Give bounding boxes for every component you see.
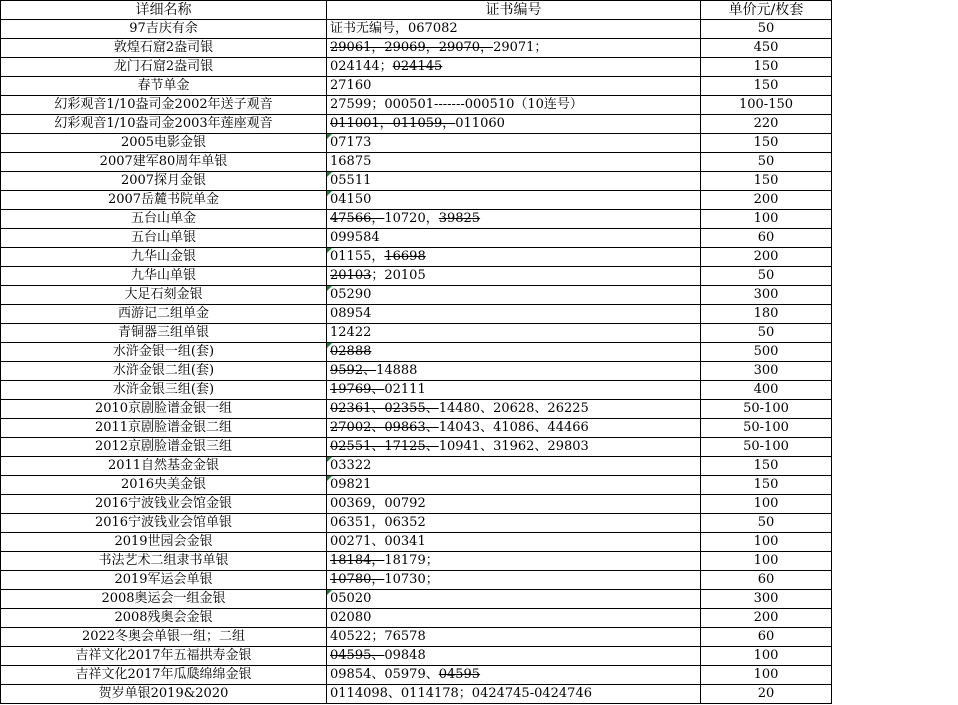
cert-number: 09821 bbox=[330, 477, 372, 492]
cert-cell[interactable] bbox=[327, 39, 701, 58]
name-cell[interactable]: 春节单金 bbox=[1, 77, 327, 96]
table-row bbox=[1, 552, 832, 571]
cert-cell[interactable] bbox=[327, 324, 701, 343]
name-cell[interactable]: 吉祥文化2017年瓜瓞绵绵金银 bbox=[1, 666, 327, 685]
name-cell[interactable]: 2005电影金银 bbox=[1, 134, 327, 153]
name-cell[interactable]: 水浒金银三组(套) bbox=[1, 381, 327, 400]
table-row bbox=[1, 438, 832, 457]
name-cell[interactable]: 西游记二组单金 bbox=[1, 305, 327, 324]
cert-cell[interactable] bbox=[327, 77, 701, 96]
price-cell[interactable]: 60 bbox=[701, 229, 832, 248]
table-row bbox=[1, 533, 832, 552]
table-row bbox=[1, 134, 832, 153]
price-cell[interactable]: 100-150 bbox=[701, 96, 832, 115]
price-cell[interactable]: 50 bbox=[701, 20, 832, 39]
cert-cell[interactable] bbox=[327, 419, 701, 438]
cert-number: 03322 bbox=[330, 458, 372, 473]
struck-cert-number: 27002、09863、 bbox=[330, 420, 439, 435]
name-cell[interactable]: 2022冬奥会单银一组；二组 bbox=[1, 628, 327, 647]
price-cell[interactable]: 20 bbox=[701, 685, 832, 704]
price-cell[interactable]: 50 bbox=[701, 324, 832, 343]
cert-cell[interactable] bbox=[327, 400, 701, 419]
cert-number: ；20105 bbox=[371, 268, 426, 283]
table-row bbox=[1, 628, 832, 647]
name-cell[interactable]: 九华山单银 bbox=[1, 267, 327, 286]
cert-cell[interactable] bbox=[327, 115, 701, 134]
cert-number: 04150 bbox=[330, 192, 372, 207]
price-cell[interactable]: 50-100 bbox=[701, 438, 832, 457]
cert-cell[interactable] bbox=[327, 362, 701, 381]
name-cell[interactable]: 龙门石窟2盎司银 bbox=[1, 58, 327, 77]
price-cell[interactable]: 200 bbox=[701, 191, 832, 210]
cert-number: 10720， bbox=[384, 211, 439, 226]
cert-cell[interactable] bbox=[327, 58, 701, 77]
price-cell[interactable]: 150 bbox=[701, 134, 832, 153]
table-row bbox=[1, 362, 832, 381]
struck-cert-number: 02888 bbox=[330, 344, 372, 359]
table-row bbox=[1, 153, 832, 172]
cert-number: 10941、31962、29803 bbox=[438, 439, 589, 454]
cert-cell[interactable] bbox=[327, 191, 701, 210]
table-row bbox=[1, 229, 832, 248]
price-cell[interactable]: 50 bbox=[701, 267, 832, 286]
cert-cell[interactable] bbox=[327, 628, 701, 647]
cert-number: 08954 bbox=[330, 306, 372, 321]
cert-cell[interactable] bbox=[327, 248, 701, 267]
price-cell[interactable]: 300 bbox=[701, 590, 832, 609]
cert-number: 29071； bbox=[493, 40, 548, 55]
name-cell[interactable]: 水浒金银一组(套) bbox=[1, 343, 327, 362]
struck-cert-number: 10780， bbox=[330, 572, 385, 587]
struck-cert-number: 9592、 bbox=[330, 363, 377, 378]
name-cell[interactable]: 水浒金银二组(套) bbox=[1, 362, 327, 381]
price-cell[interactable]: 100 bbox=[701, 552, 832, 571]
table-row bbox=[1, 286, 832, 305]
cert-number: 40522；76578 bbox=[330, 629, 426, 644]
cert-number: 099584 bbox=[330, 230, 380, 245]
name-cell[interactable]: 九华山金银 bbox=[1, 248, 327, 267]
name-cell[interactable]: 2016宁波钱业会馆单银 bbox=[1, 514, 327, 533]
header-price-cell[interactable]: 单价元/枚套 bbox=[701, 1, 832, 20]
price-cell[interactable]: 200 bbox=[701, 248, 832, 267]
table-row bbox=[1, 457, 832, 476]
table-row bbox=[1, 39, 832, 58]
struck-cert-number: 16698 bbox=[384, 249, 426, 264]
cert-cell[interactable] bbox=[327, 210, 701, 229]
name-cell[interactable]: 贺岁单银2019&2020 bbox=[1, 685, 327, 704]
cert-number: 27599；000501-------000510（10连号） bbox=[330, 97, 583, 112]
table-row bbox=[1, 514, 832, 533]
price-cell[interactable]: 50-100 bbox=[701, 419, 832, 438]
cert-number: 02080 bbox=[330, 610, 372, 625]
name-cell[interactable]: 2007探月金银 bbox=[1, 172, 327, 191]
table-row bbox=[1, 305, 832, 324]
struck-cert-number: 39825 bbox=[438, 211, 481, 226]
cert-number: 024144； bbox=[330, 59, 393, 74]
price-cell[interactable]: 50 bbox=[701, 153, 832, 172]
cert-cell[interactable] bbox=[327, 476, 701, 495]
cert-cell[interactable] bbox=[327, 267, 701, 286]
name-cell[interactable]: 2012京剧脸谱金银三组 bbox=[1, 438, 327, 457]
cert-number: 00271、00341 bbox=[330, 534, 426, 549]
cert-cell[interactable] bbox=[327, 514, 701, 533]
price-cell[interactable]: 50-100 bbox=[701, 400, 832, 419]
cert-cell[interactable] bbox=[327, 457, 701, 476]
cert-number: 18179； bbox=[384, 553, 439, 568]
cert-number: 12422 bbox=[330, 325, 372, 340]
table-row bbox=[1, 20, 832, 39]
cert-cell[interactable] bbox=[327, 381, 701, 400]
struck-cert-number: 011001，011059， bbox=[330, 116, 456, 131]
table-row bbox=[1, 381, 832, 400]
cert-number: 00369，00792 bbox=[330, 496, 426, 511]
cert-number: 011060 bbox=[455, 116, 505, 131]
cert-cell[interactable] bbox=[327, 229, 701, 248]
cert-cell[interactable] bbox=[327, 552, 701, 571]
cert-number: 02111 bbox=[384, 382, 426, 397]
cert-cell[interactable] bbox=[327, 153, 701, 172]
cert-cell[interactable] bbox=[327, 286, 701, 305]
price-cell[interactable]: 150 bbox=[701, 172, 832, 191]
price-cell[interactable]: 200 bbox=[701, 609, 832, 628]
struck-cert-number: 47566， bbox=[330, 211, 385, 226]
name-cell[interactable]: 2011京剧脸谱金银二组 bbox=[1, 419, 327, 438]
cert-number: 05290 bbox=[330, 287, 372, 302]
cert-cell[interactable] bbox=[327, 590, 701, 609]
cert-cell[interactable] bbox=[327, 571, 701, 590]
table-row bbox=[1, 324, 832, 343]
cert-cell[interactable] bbox=[327, 438, 701, 457]
cert-number: 27160 bbox=[330, 78, 372, 93]
name-cell[interactable]: 2008奥运会一组金银 bbox=[1, 590, 327, 609]
name-cell[interactable]: 2016宁波钱业会馆金银 bbox=[1, 495, 327, 514]
name-cell[interactable]: 2010京剧脸谱金银一组 bbox=[1, 400, 327, 419]
table-row bbox=[1, 248, 832, 267]
struck-cert-number: 04595 bbox=[438, 667, 481, 682]
struck-cert-number: 18184， bbox=[330, 553, 385, 568]
name-cell[interactable]: 青铜器三组单银 bbox=[1, 324, 327, 343]
price-cell[interactable]: 150 bbox=[701, 476, 832, 495]
cert-cell[interactable] bbox=[327, 609, 701, 628]
struck-cert-number: 04595、 bbox=[330, 648, 385, 663]
table-row bbox=[1, 590, 832, 609]
cert-number: 07173 bbox=[330, 135, 372, 150]
price-cell[interactable]: 100 bbox=[701, 647, 832, 666]
table-row bbox=[1, 666, 832, 685]
cert-number: 10730； bbox=[384, 572, 439, 587]
name-cell[interactable]: 大足石刻金银 bbox=[1, 286, 327, 305]
struck-cert-number: 29061，29069，29070， bbox=[330, 40, 494, 55]
header-row bbox=[1, 1, 832, 20]
table-row bbox=[1, 609, 832, 628]
price-cell[interactable]: 100 bbox=[701, 210, 832, 229]
price-cell[interactable]: 150 bbox=[701, 457, 832, 476]
price-cell[interactable]: 100 bbox=[701, 666, 832, 685]
name-cell[interactable]: 97吉庆有余 bbox=[1, 20, 327, 39]
name-cell[interactable]: 2019世园会金银 bbox=[1, 533, 327, 552]
price-cell[interactable]: 180 bbox=[701, 305, 832, 324]
price-cell[interactable]: 220 bbox=[701, 115, 832, 134]
name-cell[interactable]: 书法艺术二组隶书单银 bbox=[1, 552, 327, 571]
cert-cell[interactable] bbox=[327, 96, 701, 115]
table-row bbox=[1, 172, 832, 191]
cert-cell[interactable] bbox=[327, 172, 701, 191]
table-row bbox=[1, 267, 832, 286]
price-cell[interactable]: 150 bbox=[701, 77, 832, 96]
cert-cell[interactable] bbox=[327, 495, 701, 514]
header-name-cell[interactable]: 详细名称 bbox=[1, 1, 327, 20]
table-row bbox=[1, 191, 832, 210]
table-row bbox=[1, 476, 832, 495]
table-row bbox=[1, 58, 832, 77]
table-row bbox=[1, 115, 832, 134]
struck-cert-number: 19769、 bbox=[330, 382, 385, 397]
cert-number: 05020 bbox=[330, 591, 372, 606]
price-cell[interactable]: 400 bbox=[701, 381, 832, 400]
table-row bbox=[1, 495, 832, 514]
name-cell[interactable]: 五台山单银 bbox=[1, 229, 327, 248]
table-row bbox=[1, 400, 832, 419]
cert-number: 09854、05979、 bbox=[330, 667, 439, 682]
price-cell[interactable]: 300 bbox=[701, 286, 832, 305]
name-cell[interactable]: 2011自然基金金银 bbox=[1, 457, 327, 476]
table-row bbox=[1, 77, 832, 96]
cert-number: 14888 bbox=[376, 363, 418, 378]
cert-number: 14043、41086、44466 bbox=[438, 420, 589, 435]
name-cell[interactable]: 吉祥文化2017年五福拱寿金银 bbox=[1, 647, 327, 666]
table-row bbox=[1, 343, 832, 362]
name-cell[interactable]: 五台山单金 bbox=[1, 210, 327, 229]
cert-cell[interactable] bbox=[327, 305, 701, 324]
price-cell[interactable]: 450 bbox=[701, 39, 832, 58]
cert-cell[interactable] bbox=[327, 647, 701, 666]
table-row bbox=[1, 419, 832, 438]
name-cell[interactable]: 2008残奥会金银 bbox=[1, 609, 327, 628]
table-row bbox=[1, 647, 832, 666]
struck-cert-number: 024145 bbox=[392, 59, 443, 74]
name-cell[interactable]: 2007岳麓书院单金 bbox=[1, 191, 327, 210]
table-row bbox=[1, 96, 832, 115]
cert-cell[interactable] bbox=[327, 685, 701, 704]
table-body bbox=[1, 1, 832, 704]
cert-number: 09848 bbox=[384, 648, 426, 663]
name-cell[interactable]: 2016央美金银 bbox=[1, 476, 327, 495]
cert-cell[interactable] bbox=[327, 20, 701, 39]
price-cell[interactable]: 500 bbox=[701, 343, 832, 362]
cert-cell[interactable] bbox=[327, 666, 701, 685]
price-cell[interactable]: 60 bbox=[701, 628, 832, 647]
cert-number: 0114098、0114178；0424745-0424746 bbox=[330, 686, 592, 701]
struck-cert-number: 02361、02355、 bbox=[330, 401, 439, 416]
cert-cell[interactable] bbox=[327, 533, 701, 552]
name-cell[interactable]: 幻彩观音1/10盎司金2003年莲座观音 bbox=[1, 115, 327, 134]
header-cert-cell[interactable]: 证书编号 bbox=[327, 1, 701, 20]
table-row bbox=[1, 685, 832, 704]
struck-cert-number: 02551、17125、 bbox=[330, 439, 439, 454]
price-cell[interactable]: 100 bbox=[701, 533, 832, 552]
name-cell[interactable]: 敦煌石窟2盎司银 bbox=[1, 39, 327, 58]
name-cell[interactable]: 2019军运会单银 bbox=[1, 571, 327, 590]
cert-number: 证书无编号，067082 bbox=[330, 21, 458, 36]
cert-number: 06351，06352 bbox=[330, 515, 426, 530]
price-cell[interactable]: 300 bbox=[701, 362, 832, 381]
name-cell[interactable]: 2007建军80周年单银 bbox=[1, 153, 327, 172]
cert-number: 05511 bbox=[330, 173, 372, 188]
price-cell[interactable]: 150 bbox=[701, 58, 832, 77]
name-cell[interactable]: 幻彩观音1/10盎司金2002年送子观音 bbox=[1, 96, 327, 115]
table-row bbox=[1, 210, 832, 229]
table-row bbox=[1, 571, 832, 590]
price-cell[interactable]: 100 bbox=[701, 495, 832, 514]
struck-cert-number: 20103 bbox=[330, 268, 372, 283]
cert-cell[interactable] bbox=[327, 343, 701, 362]
cert-number: 14480、20628、26225 bbox=[438, 401, 589, 416]
price-cell[interactable]: 60 bbox=[701, 571, 832, 590]
cert-number: 16875 bbox=[330, 154, 372, 169]
cert-cell[interactable] bbox=[327, 134, 701, 153]
cert-number: 01155， bbox=[330, 249, 385, 264]
price-cell[interactable]: 50 bbox=[701, 514, 832, 533]
